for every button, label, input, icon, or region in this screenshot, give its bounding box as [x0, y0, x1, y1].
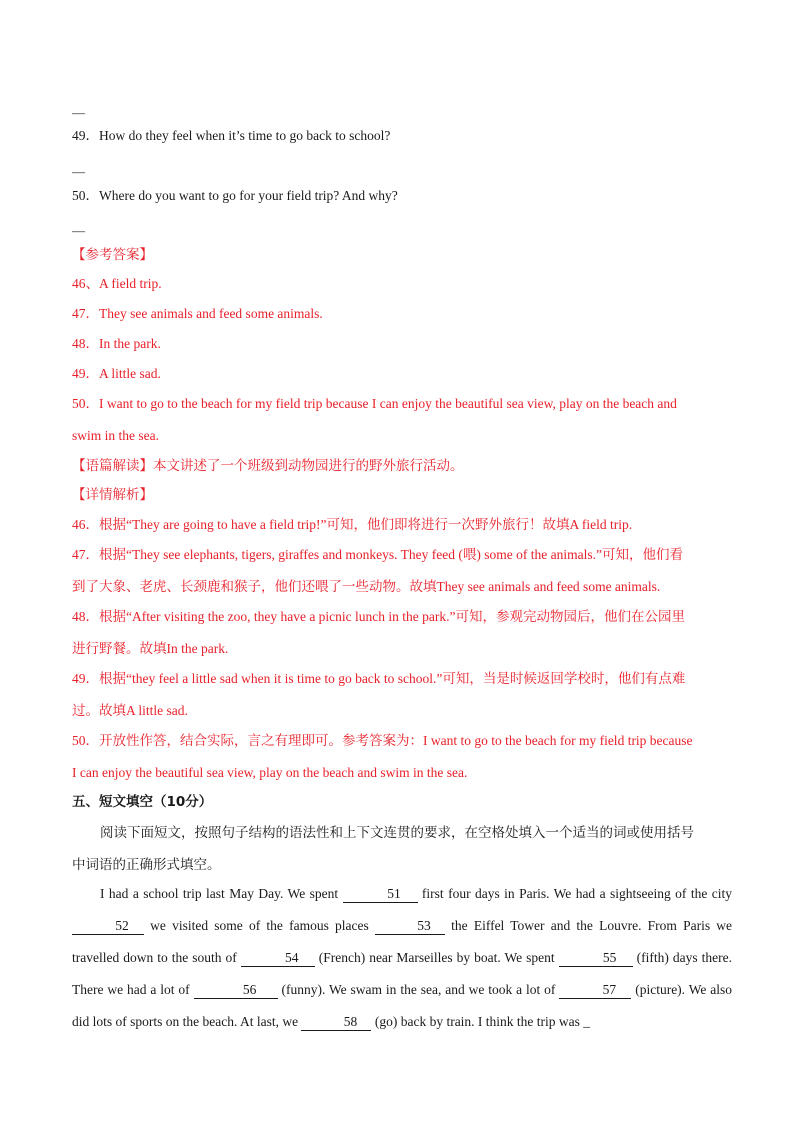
cloze-passage	[72, 878, 732, 1038]
answer-50-line1: 50．I want to go to the beach for my field trip because I can enjoy the beautiful sea view, play on the beach and	[72, 396, 677, 411]
passage-text: I had a school trip last May Day. We spent	[100, 886, 343, 901]
detail-48-line1: 48．根据“After visiting the zoo, they have a picnic lunch in the park.”可知，参观完动物园后，他们在公园里	[72, 609, 686, 624]
answer-line-48: —	[72, 105, 85, 120]
blank-51[interactable]: 51	[343, 886, 418, 903]
passage-text: (go) back by train. I think the trip was	[371, 1014, 584, 1029]
blank-54[interactable]: 54	[241, 950, 315, 967]
question-50: 50．Where do you want to go for your field trip? And why?	[72, 188, 398, 203]
blank-52[interactable]: 52	[72, 918, 144, 935]
detail-48-line2: 进行野餐。故填In the park.	[72, 641, 229, 656]
passage-text: (French) near Marseilles by boat. We spent	[314, 950, 559, 965]
blank-55[interactable]: 55	[559, 950, 633, 967]
detail-49-line2: 过。故填A little sad.	[72, 703, 188, 718]
section-5-instructions-line1: 阅读下面短文，按照句子结构的语法性和上下文连贯的要求，在空格处填入一个适当的词或使用括号	[100, 825, 694, 840]
passage-text: (picture). We also did lots of sports on the beach. At last, we	[72, 982, 732, 1029]
passage-text: the Eiffel Tower and the Louvre. From Paris we travelled down to the south of	[72, 918, 732, 965]
blank-53[interactable]: 53	[375, 918, 445, 935]
section-5-instructions-line2: 中词语的正确形式填空。	[72, 857, 221, 872]
detail-46: 46．根据“They are going to have a field trip!”可知，他们即将进行一次野外旅行！故填A field trip.	[72, 517, 633, 532]
blank-56[interactable]: 56	[194, 982, 278, 999]
section-5-title: 五、短文填空（10分）	[72, 794, 213, 810]
answer-49: 49．A little sad.	[72, 366, 161, 381]
detail-49-line1: 49．根据“they feel a little sad when it is time to go back to school.”可知，当是时候返回学校时，他们有点难	[72, 671, 686, 686]
detail-50-line1: 50．开放性作答，结合实际，言之有理即可。参考答案为：I want to go to the beach for my field trip because	[72, 733, 693, 748]
detail-50-line2: I can enjoy the beautiful sea view, play on the beach and swim in the sea.	[72, 765, 468, 780]
passage-text: (fifth) days there. There we had a lot of	[72, 950, 733, 997]
details-header: 【详情解析】	[72, 487, 153, 502]
blank-59[interactable]: _	[583, 1014, 591, 1029]
answer-46: 46、A field trip.	[72, 276, 162, 291]
passage-analysis: 【语篇解读】本文讲述了一个班级到动物园进行的野外旅行活动。	[72, 458, 464, 473]
passage-text: first four days in Paris. We had a sightseeing of the city	[417, 886, 732, 901]
answer-50-line2: swim in the sea.	[72, 428, 159, 443]
answer-47: 47．They see animals and feed some animals.	[72, 306, 323, 321]
answer-48: 48．In the park.	[72, 336, 161, 351]
answers-header: 【参考答案】	[72, 247, 153, 262]
detail-47-line2: 到了大象、老虎、长颈鹿和猴子，他们还喂了一些动物。故填They see animals and feed some animals.	[72, 579, 661, 594]
blank-58[interactable]: 58	[301, 1014, 371, 1031]
detail-47-line1: 47．根据“They see elephants, tigers, giraffes and monkeys. They feed (喂) some of the animals.”可知，他们看	[72, 547, 683, 562]
blank-57[interactable]: 57	[559, 982, 631, 999]
passage-text: we visited some of the famous places	[144, 918, 375, 933]
passage-text: (funny). We swam in the sea, and we took a lot of	[277, 982, 560, 997]
answer-line-50: —	[72, 223, 85, 238]
answer-line-49: —	[72, 164, 85, 179]
question-49: 49．How do they feel when it’s time to go back to school?	[72, 128, 391, 143]
